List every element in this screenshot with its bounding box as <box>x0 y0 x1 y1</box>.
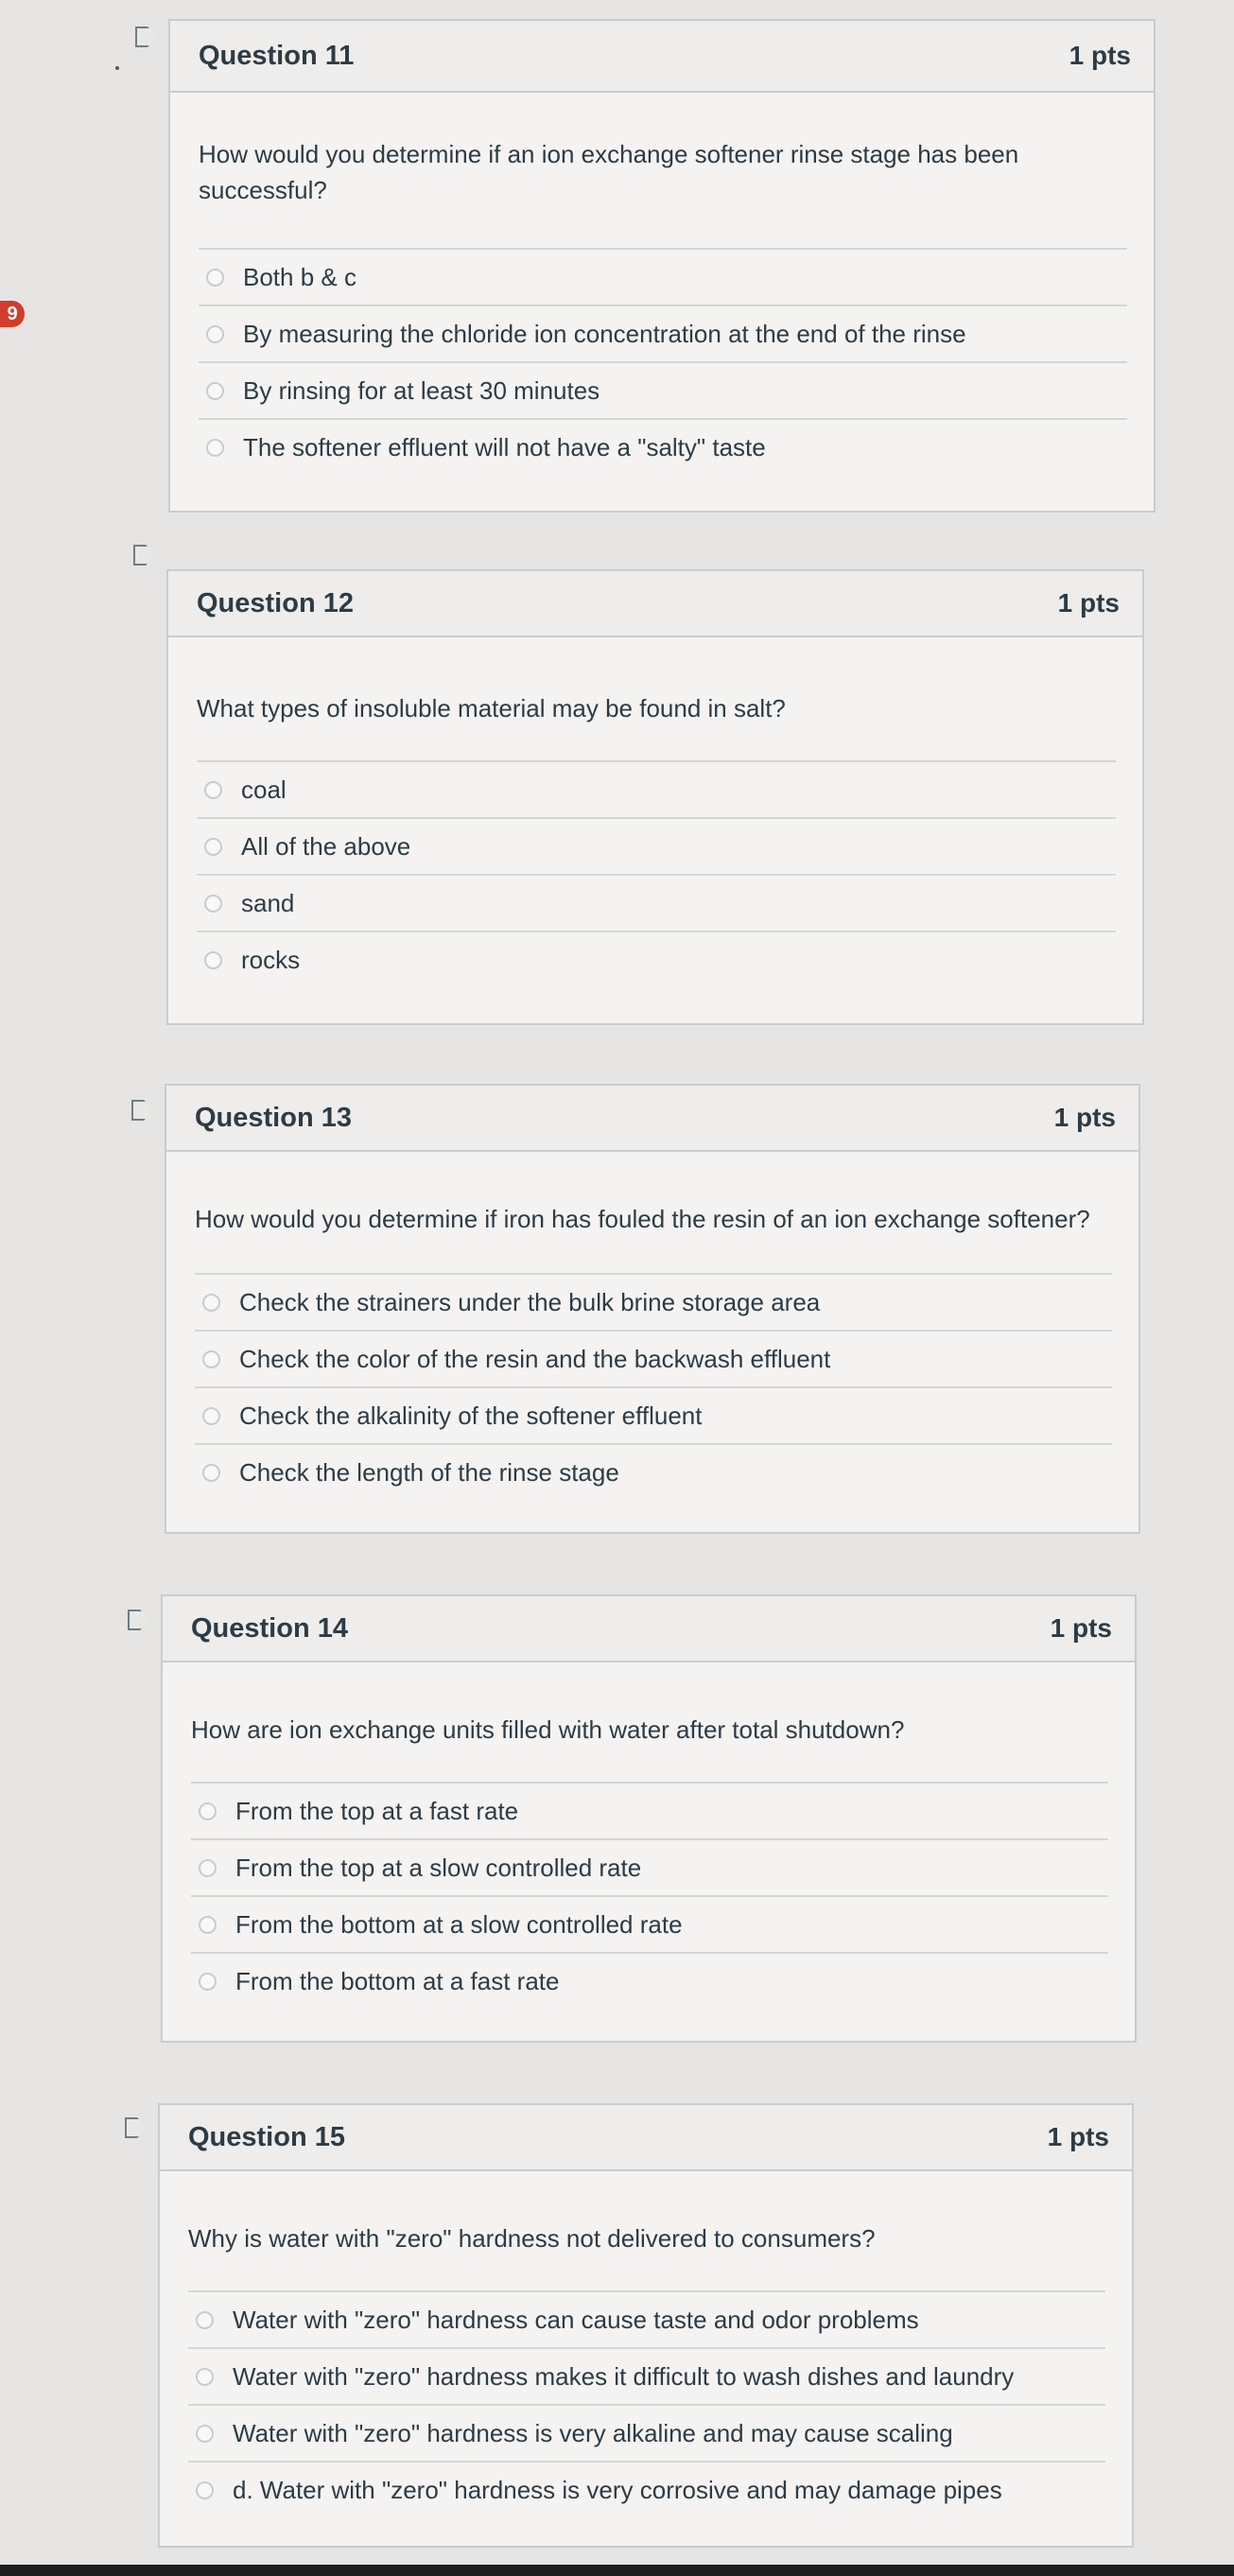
question-title: Question 12 <box>197 587 354 618</box>
answer-option[interactable] <box>191 1952 1108 2009</box>
answer-list <box>195 1273 1112 1500</box>
answer-label: Water with "zero" hardness can cause taste and odor problems <box>233 2305 919 2334</box>
answer-option[interactable] <box>195 1443 1112 1500</box>
question-14 <box>161 1594 1137 2043</box>
unanswered-count-badge: 9 <box>0 301 25 327</box>
radio-button[interactable] <box>204 838 222 856</box>
radio-button[interactable] <box>196 2481 214 2499</box>
flag-question-15-icon[interactable] <box>125 2117 146 2138</box>
question-12 <box>166 569 1144 1025</box>
answer-label: Check the length of the rinse stage <box>239 1457 619 1487</box>
question-text: What types of insoluble material may be found in salt? <box>197 694 786 722</box>
flag-question-13-icon[interactable] <box>131 1100 152 1121</box>
radio-button[interactable] <box>206 325 224 343</box>
answer-option[interactable] <box>197 931 1116 987</box>
answer-label: From the top at a fast rate <box>235 1796 519 1825</box>
radio-button[interactable] <box>204 895 222 913</box>
radio-button[interactable] <box>199 1802 217 1820</box>
radio-button[interactable] <box>202 1350 220 1368</box>
question-points: 1 pts <box>1050 1613 1112 1643</box>
answer-option[interactable] <box>188 2290 1105 2347</box>
flag-question-14-icon[interactable] <box>128 1610 148 1630</box>
answer-option[interactable] <box>188 2347 1105 2404</box>
question-header <box>170 21 1154 93</box>
question-points: 1 pts <box>1069 41 1131 70</box>
answer-option[interactable] <box>188 2404 1105 2461</box>
answer-option[interactable] <box>188 2461 1105 2517</box>
answer-label: sand <box>241 888 295 917</box>
flag-question-11-icon[interactable] <box>135 26 156 47</box>
radio-button[interactable] <box>199 1973 217 1991</box>
answer-option[interactable] <box>195 1386 1112 1443</box>
question-text: How would you determine if an ion exchange softener rinse stage has been successful? <box>199 140 1019 204</box>
answer-label: The softener effluent will not have a "salty" taste <box>243 432 766 461</box>
answer-label: Check the strainers under the bulk brine storage area <box>239 1287 821 1316</box>
answer-option[interactable] <box>197 874 1116 931</box>
radio-button[interactable] <box>196 2368 214 2386</box>
answer-label: From the bottom at a slow controlled rate <box>235 1909 683 1939</box>
answer-label: Check the color of the resin and the backwash effluent <box>239 1344 831 1373</box>
radio-button[interactable] <box>204 951 222 969</box>
answer-label: By rinsing for at least 30 minutes <box>243 375 600 405</box>
radio-button[interactable] <box>206 439 224 457</box>
answer-label: From the bottom at a fast rate <box>235 1966 560 1995</box>
answer-list <box>197 760 1116 987</box>
answer-label: d. Water with "zero" hardness is very corrosive and may damage pipes <box>233 2475 1002 2504</box>
answer-list <box>188 2290 1105 2517</box>
radio-button[interactable] <box>196 2311 214 2329</box>
answer-option[interactable] <box>199 418 1127 475</box>
question-header <box>163 1596 1135 1662</box>
answer-label: Water with "zero" hardness makes it difficult to wash dishes and laundry <box>233 2361 1015 2391</box>
answer-option[interactable] <box>191 1838 1108 1895</box>
radio-button[interactable] <box>199 1916 217 1934</box>
answer-option[interactable] <box>199 248 1127 305</box>
radio-button[interactable] <box>196 2425 214 2443</box>
answer-option[interactable] <box>195 1273 1112 1330</box>
flag-question-12-icon[interactable] <box>133 545 154 566</box>
question-11 <box>168 19 1156 513</box>
answer-label: Check the alkalinity of the softener effluent <box>239 1401 703 1430</box>
answer-option[interactable] <box>195 1330 1112 1386</box>
question-15 <box>158 2103 1134 2548</box>
answer-option[interactable] <box>199 361 1127 418</box>
question-title: Question 13 <box>195 1102 352 1133</box>
radio-button[interactable] <box>206 269 224 287</box>
decorative-dot <box>115 66 119 70</box>
answer-option[interactable] <box>191 1895 1108 1952</box>
answer-label: rocks <box>241 945 301 974</box>
question-points: 1 pts <box>1057 588 1120 618</box>
radio-button[interactable] <box>204 781 222 799</box>
radio-button[interactable] <box>202 1407 220 1425</box>
answer-label: Water with "zero" hardness is very alkaline and may cause scaling <box>233 2418 953 2447</box>
answer-option[interactable] <box>191 1782 1108 1838</box>
question-points: 1 pts <box>1047 2122 1109 2151</box>
question-header <box>168 571 1142 637</box>
question-text: How are ion exchange units filled with water after total shutdown? <box>191 1715 905 1744</box>
answer-label: All of the above <box>241 831 411 861</box>
radio-button[interactable] <box>206 382 224 400</box>
question-header <box>160 2105 1132 2171</box>
radio-button[interactable] <box>202 1464 220 1482</box>
question-title: Question 15 <box>188 2121 345 2152</box>
question-title: Question 14 <box>191 1612 348 1644</box>
question-text: Why is water with "zero" hardness not delivered to consumers? <box>188 2224 876 2253</box>
answer-label: Both b & c <box>243 262 356 291</box>
question-text: How would you determine if iron has fouled the resin of an ion exchange softener? <box>195 1205 1090 1233</box>
question-points: 1 pts <box>1053 1103 1116 1132</box>
radio-button[interactable] <box>199 1859 217 1877</box>
answer-option[interactable] <box>197 760 1116 817</box>
answer-label: From the top at a slow controlled rate <box>235 1853 642 1882</box>
bottom-edge <box>0 2565 1234 2576</box>
answer-label: By measuring the chloride ion concentration at the end of the rinse <box>243 319 966 348</box>
question-title: Question 11 <box>199 40 355 71</box>
question-13 <box>165 1084 1140 1534</box>
radio-button[interactable] <box>202 1294 220 1312</box>
answer-list <box>199 248 1127 475</box>
answer-label: coal <box>241 775 287 804</box>
answer-option[interactable] <box>199 305 1127 361</box>
question-header <box>166 1086 1138 1152</box>
answer-list <box>191 1782 1108 2009</box>
answer-option[interactable] <box>197 817 1116 874</box>
